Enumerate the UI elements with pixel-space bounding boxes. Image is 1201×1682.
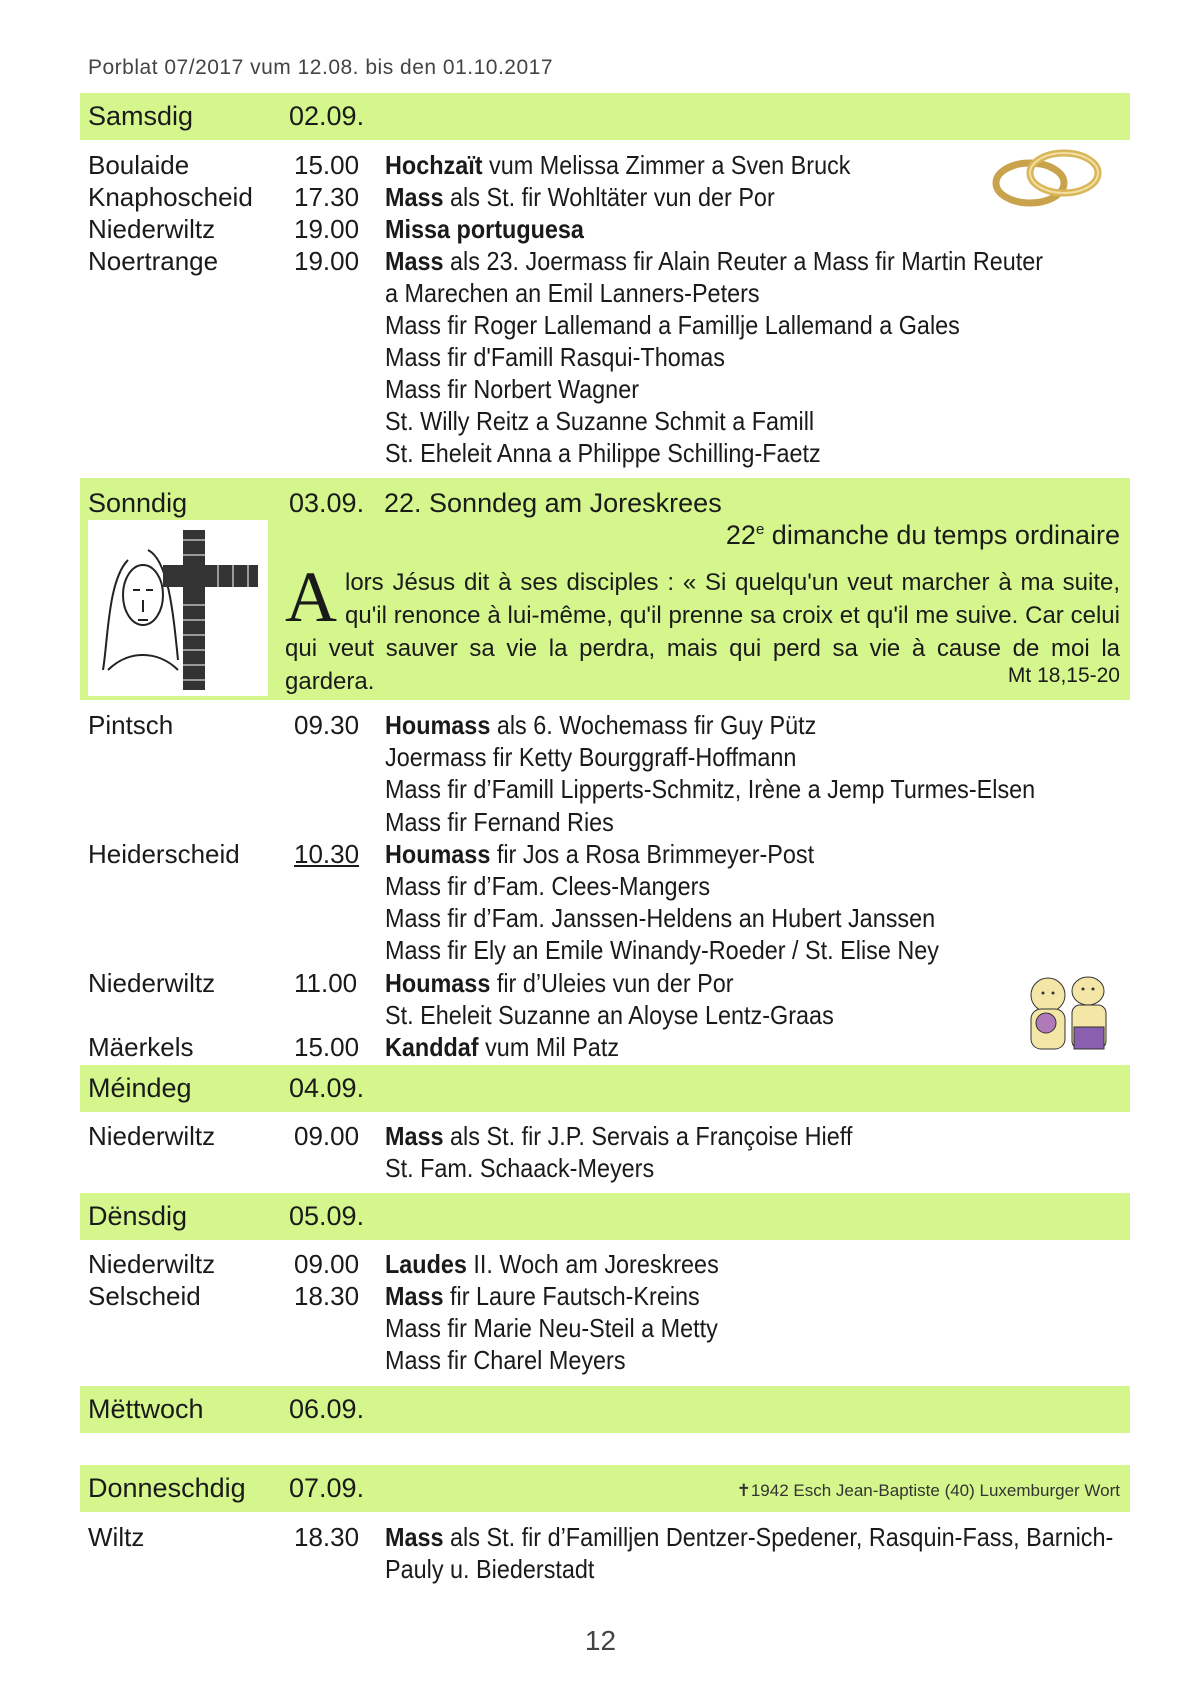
service-description	[385, 1121, 904, 1152]
schedule-row	[80, 903, 1130, 935]
sunday-block	[80, 478, 1130, 700]
service-intention: Mass fir Ely an Emile Winandy-Roeder / St. Elise Ney	[385, 935, 939, 966]
service-description	[385, 1522, 1194, 1553]
service-type: Hochzaït	[385, 150, 483, 180]
service-type: Houmass	[385, 710, 491, 740]
service-description	[385, 807, 639, 838]
service-description	[385, 903, 996, 934]
liturgical-title: 22. Sonndeg am Joreskrees	[384, 488, 722, 518]
service-intention: a Marechen an Emil Lanners-Peters	[385, 278, 760, 308]
service-time: 15.00	[294, 1032, 360, 1062]
service-description	[385, 406, 862, 437]
schedule-row	[80, 710, 1130, 742]
service-intention: St. Eheleit Anna a Philippe Schilling-Faetz	[385, 438, 821, 468]
day-date: 04.09.	[289, 1073, 365, 1103]
service-description	[385, 871, 746, 902]
jesus-cross-illustration	[88, 520, 268, 696]
service-intention: Mass fir Charel Meyers	[385, 1345, 626, 1375]
service-description	[385, 374, 667, 405]
day-name: Sonndig	[88, 488, 188, 518]
service-description	[385, 1313, 755, 1344]
gospel-reference: Mt 18,15-20	[1007, 664, 1120, 687]
service-type: Laudes	[385, 1249, 467, 1279]
service-time: 15.00	[294, 150, 360, 180]
schedule-row	[80, 310, 1130, 342]
service-intention: fir Jos a Rosa Brimmeyer-Post	[490, 838, 815, 869]
schedule-row	[80, 1281, 1130, 1313]
schedule-row	[80, 1313, 1130, 1345]
schedule-row	[80, 1522, 1130, 1554]
gospel-text: Alors Jésus dit à ses disciples : « Si quelqu'un veut marcher à ma suite, qu'il renonce à lui-même, qu'il prenne sa croix et qu'il me suive. Car celui qui veut sauver sa vie la perdra, mais qui perd sa vie à cause de moi la gardera.	[285, 557, 1120, 695]
service-intention: fir Laure Fautsch-Kreins	[443, 1281, 700, 1311]
service-time: 11.00	[294, 967, 358, 998]
service-intention: St. Eheleit Suzanne an Aloyse Lentz-Graas	[385, 999, 834, 1030]
schedule-row	[80, 246, 1130, 278]
schedule-row	[80, 742, 1130, 774]
service-type: Mass	[385, 1121, 444, 1151]
schedule-row	[80, 374, 1130, 406]
service-intention: Mass fir Norbert Wagner	[385, 374, 639, 404]
day-date: 05.09.	[289, 1201, 365, 1231]
schedule-row	[80, 278, 1130, 310]
day-name: Mëttwoch	[88, 1394, 204, 1424]
service-description	[385, 310, 1024, 341]
service-description	[385, 246, 1116, 277]
service-type: Kanddaf	[385, 1032, 479, 1062]
service-description	[385, 1249, 756, 1280]
schedule-row	[80, 1345, 1130, 1377]
service-intention: als St. fir J.P. Servais a Françoise Hieff	[443, 1121, 853, 1151]
service-description	[385, 150, 902, 181]
place-name: Noertrange	[88, 246, 219, 276]
service-intention: als 23. Joermass fir Alain Reuter a Mass fir Martin Reuter	[443, 246, 1044, 276]
place-name: Wiltz	[88, 1522, 145, 1552]
service-description	[385, 1000, 884, 1031]
day-band-monday	[80, 1065, 1130, 1112]
service-intention: St. Fam. Schaack-Meyers	[385, 1153, 655, 1183]
service-time: 09.00	[294, 1121, 360, 1151]
day-name: Samsdig	[88, 101, 194, 131]
day-band-tuesday	[80, 1193, 1130, 1240]
service-intention: Mass fir d’Fam. Janssen-Heldens an Hubert Janssen	[385, 903, 936, 934]
place-name: Heiderscheid	[88, 838, 240, 869]
service-type: Mass	[385, 182, 444, 212]
schedule-row	[80, 1554, 1130, 1586]
service-time: 17.30	[294, 182, 360, 212]
service-intention: St. Willy Reitz a Suzanne Schmit a Famill	[385, 406, 815, 436]
service-intention: als St. fir Wohltäter vun der Por	[443, 182, 775, 212]
service-description	[385, 1153, 684, 1184]
service-time: 10.30	[294, 838, 360, 869]
schedule-row	[80, 807, 1130, 839]
service-type: Mass	[385, 246, 444, 276]
place-name: Pintsch	[88, 710, 174, 740]
service-intention: Mass fir d’Famill Lipperts-Schmitz, Irène a Jemp Turmes-Elsen	[385, 774, 1036, 805]
service-description	[385, 935, 1001, 966]
day-name: Méindeg	[88, 1073, 192, 1103]
place-name: Mäerkels	[88, 1032, 194, 1062]
service-type: Houmass	[385, 967, 491, 998]
schedule-row	[80, 438, 1130, 470]
service-description	[385, 1345, 652, 1376]
service-time: 09.30	[294, 710, 360, 740]
service-description	[385, 214, 606, 245]
schedule-row	[80, 182, 1130, 214]
place-name: Knaphoscheid	[88, 182, 253, 212]
service-type: Missa portuguesa	[385, 214, 584, 244]
schedule-row	[80, 1032, 1130, 1064]
service-type: Mass	[385, 1522, 444, 1552]
schedule-row	[80, 968, 1130, 1000]
service-description	[385, 742, 842, 773]
service-time: 19.00	[294, 246, 360, 276]
schedule-row	[80, 342, 1130, 374]
schedule-row	[80, 150, 1130, 182]
service-intention: Pauly u. Biederstadt	[385, 1554, 595, 1584]
place-name: Niederwiltz	[88, 967, 216, 998]
liturgical-title-french: 22e dimanche du temps ordinaire	[725, 520, 1120, 550]
day-date: 03.09.	[289, 488, 365, 518]
service-intention: Mass fir Fernand Ries	[385, 806, 614, 837]
service-intention: Mass fir d'Famill Rasqui-Thomas	[385, 342, 725, 372]
place-name: Boulaide	[88, 150, 190, 180]
service-description	[385, 438, 869, 469]
service-time: 09.00	[294, 1249, 360, 1279]
service-intention: vum Mil Patz	[478, 1032, 620, 1062]
service-description	[385, 278, 801, 309]
day-name: Dënsdig	[88, 1201, 188, 1231]
service-time: 19.00	[294, 214, 360, 244]
service-intention: als 6. Wochemass fir Guy Pütz	[490, 710, 817, 740]
service-intention: Mass fir d’Fam. Clees-Mangers	[385, 871, 711, 901]
service-intention: als St. fir d’Familljen Dentzer-Spedener, Rasquin-Fass, Barnich-	[443, 1522, 1114, 1552]
schedule-row	[80, 935, 1130, 967]
service-intention: Mass fir Roger Lallemand a Famillje Lallemand a Gales	[385, 310, 960, 340]
service-description	[385, 1032, 645, 1063]
page-header: Porblat 07/2017 vum 12.08. bis den 01.10.2017	[88, 56, 553, 79]
service-intention: Mass fir Marie Neu-Steil a Metty	[385, 1313, 718, 1343]
schedule-row	[80, 406, 1130, 438]
day-band-saturday	[80, 93, 1130, 140]
place-name: Niederwiltz	[88, 1249, 216, 1279]
schedule-row	[80, 839, 1130, 871]
service-intention: fir d’Uleies vun der Por	[490, 967, 734, 998]
service-description	[385, 774, 1107, 805]
schedule-row	[80, 1249, 1130, 1281]
service-intention: vum Melissa Zimmer a Sven Bruck	[482, 150, 851, 180]
schedule-row	[80, 774, 1130, 806]
service-type: Houmass	[385, 838, 491, 869]
day-band-thursday	[80, 1465, 1130, 1512]
schedule-row	[80, 1153, 1130, 1185]
service-description	[385, 839, 862, 870]
schedule-row	[80, 1000, 1130, 1032]
day-name: Donneschdig	[88, 1473, 246, 1503]
place-name: Selscheid	[88, 1281, 201, 1311]
service-description	[385, 710, 864, 741]
schedule-row	[80, 871, 1130, 903]
service-description	[385, 1554, 618, 1585]
day-date: 02.09.	[289, 101, 365, 131]
place-name: Niederwiltz	[88, 214, 216, 244]
service-description	[385, 968, 772, 999]
day-band-wednesday	[80, 1386, 1130, 1433]
schedule-row	[80, 1121, 1130, 1153]
service-type: Mass	[385, 1281, 444, 1311]
service-description	[385, 1281, 735, 1312]
service-description	[385, 182, 818, 213]
service-time: 18.30	[294, 1281, 360, 1311]
schedule-row	[80, 214, 1130, 246]
day-date: 07.09.	[289, 1473, 365, 1503]
service-intention: Joermass fir Ketty Bourggraff-Hoffmann	[385, 742, 797, 773]
page-number: 12	[584, 1625, 617, 1656]
day-date: 06.09.	[289, 1394, 365, 1424]
place-name: Niederwiltz	[88, 1121, 216, 1151]
service-intention: II. Woch am Joreskrees	[466, 1249, 719, 1279]
service-time: 18.30	[294, 1522, 360, 1552]
service-description	[385, 342, 763, 373]
anniversary-note: ✝1942 Esch Jean-Baptiste (40) Luxemburger Wort	[736, 1481, 1120, 1500]
drop-cap: A	[285, 557, 337, 637]
